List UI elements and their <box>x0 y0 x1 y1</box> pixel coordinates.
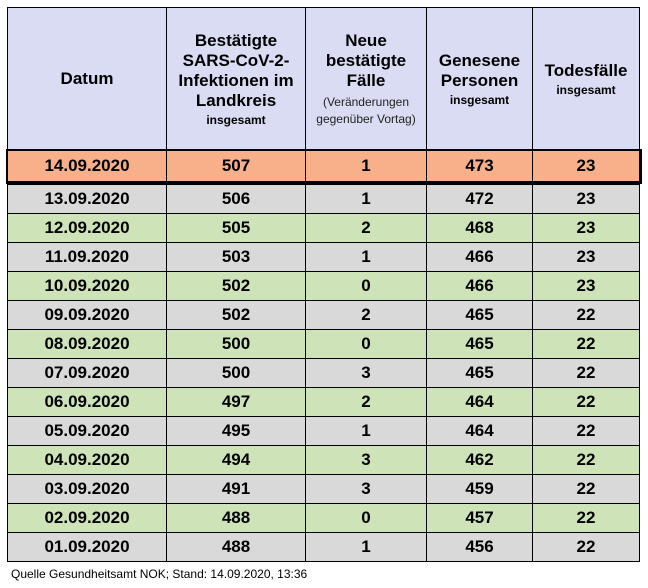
cell-infektionen: 488 <box>167 504 306 533</box>
header-tod <box>533 8 640 151</box>
cell-neu: 1 <box>306 151 427 182</box>
cell-datum: 01.09.2020 <box>8 533 167 562</box>
cell-datum: 08.09.2020 <box>8 330 167 359</box>
cell-genesen: 459 <box>427 475 533 504</box>
cell-tod: 23 <box>533 214 640 243</box>
cell-neu: 0 <box>306 330 427 359</box>
cell-infektionen: 506 <box>167 185 306 214</box>
table-row <box>8 243 640 272</box>
cell-tod: 22 <box>533 330 640 359</box>
cell-neu: 2 <box>306 214 427 243</box>
cell-datum: 03.09.2020 <box>8 475 167 504</box>
cell-tod: 22 <box>533 359 640 388</box>
header-genesen-label: Genesene Personen <box>438 50 521 90</box>
cell-datum: 14.09.2020 <box>8 151 167 182</box>
header-infektionen <box>167 8 306 151</box>
cell-neu: 1 <box>306 533 427 562</box>
cell-genesen: 465 <box>427 301 533 330</box>
cell-genesen: 466 <box>427 272 533 301</box>
table-row <box>8 504 640 533</box>
table-row <box>8 151 640 182</box>
cell-infektionen: 505 <box>167 214 306 243</box>
table-row <box>8 185 640 214</box>
cell-tod: 22 <box>533 417 640 446</box>
table-row <box>8 417 640 446</box>
header-row <box>8 8 640 151</box>
cell-infektionen: 500 <box>167 359 306 388</box>
cell-genesen: 465 <box>427 330 533 359</box>
cell-genesen: 464 <box>427 417 533 446</box>
cell-genesen: 466 <box>427 243 533 272</box>
cell-genesen: 464 <box>427 388 533 417</box>
table-row <box>8 446 640 475</box>
table-row <box>8 330 640 359</box>
cell-tod: 23 <box>533 151 640 182</box>
table-row <box>8 301 640 330</box>
table-row <box>8 388 640 417</box>
covid-statistics-table <box>7 7 640 562</box>
cell-infektionen: 488 <box>167 533 306 562</box>
cell-datum: 06.09.2020 <box>8 388 167 417</box>
cell-tod: 22 <box>533 388 640 417</box>
cell-tod: 22 <box>533 446 640 475</box>
cell-neu: 2 <box>306 301 427 330</box>
cell-infektionen: 502 <box>167 272 306 301</box>
cell-neu: 1 <box>306 243 427 272</box>
cell-genesen: 462 <box>427 446 533 475</box>
cell-tod: 22 <box>533 504 640 533</box>
cell-tod: 23 <box>533 185 640 214</box>
cell-infektionen: 495 <box>167 417 306 446</box>
cell-datum: 02.09.2020 <box>8 504 167 533</box>
cell-infektionen: 494 <box>167 446 306 475</box>
cell-genesen: 457 <box>427 504 533 533</box>
cell-tod: 23 <box>533 243 640 272</box>
cell-datum: 13.09.2020 <box>8 185 167 214</box>
cell-genesen: 468 <box>427 214 533 243</box>
cell-datum: 04.09.2020 <box>8 446 167 475</box>
cell-datum: 09.09.2020 <box>8 301 167 330</box>
cell-neu: 3 <box>306 475 427 504</box>
cell-neu: 2 <box>306 388 427 417</box>
cell-neu: 0 <box>306 504 427 533</box>
table-row <box>8 533 640 562</box>
cell-neu: 1 <box>306 185 427 214</box>
cell-tod: 22 <box>533 475 640 504</box>
cell-genesen: 472 <box>427 185 533 214</box>
cell-neu: 0 <box>306 272 427 301</box>
header-genesen <box>427 8 533 151</box>
cell-datum: 11.09.2020 <box>8 243 167 272</box>
cell-neu: 3 <box>306 446 427 475</box>
table-row <box>8 214 640 243</box>
cell-tod: 23 <box>533 272 640 301</box>
header-datum <box>8 8 167 151</box>
header-datum-label: Datum <box>60 68 114 88</box>
cell-datum: 05.09.2020 <box>8 417 167 446</box>
cell-datum: 07.09.2020 <box>8 359 167 388</box>
source-note: Quelle Gesundheitsamt NOK; Stand: 14.09.2020, 13:36 <box>11 567 308 581</box>
cell-datum: 10.09.2020 <box>8 272 167 301</box>
cell-neu: 1 <box>306 417 427 446</box>
table-body <box>8 151 640 562</box>
cell-genesen: 473 <box>427 151 533 182</box>
cell-infektionen: 500 <box>167 330 306 359</box>
cell-tod: 22 <box>533 301 640 330</box>
cell-datum: 12.09.2020 <box>8 214 167 243</box>
header-neu <box>306 8 427 151</box>
cell-infektionen: 497 <box>167 388 306 417</box>
cell-infektionen: 503 <box>167 243 306 272</box>
cell-tod: 22 <box>533 533 640 562</box>
header-tod-label: Todesfälle <box>544 60 628 80</box>
cell-infektionen: 507 <box>167 151 306 182</box>
table-row <box>8 475 640 504</box>
header-neu-label: Neue bestätigte Fälle <box>325 31 407 91</box>
table-row <box>8 359 640 388</box>
header-genesen-sub: insgesamt <box>449 92 510 107</box>
table-row <box>8 272 640 301</box>
header-infektionen-sub: insgesamt <box>206 113 266 128</box>
cell-genesen: 465 <box>427 359 533 388</box>
header-neu-note: (Veränderungen gegenüber Vortag) <box>316 95 416 126</box>
header-infektionen-label: Bestätigte SARS-CoV-2-Infektionen im Landkreis <box>178 30 294 110</box>
cell-infektionen: 491 <box>167 475 306 504</box>
cell-infektionen: 502 <box>167 301 306 330</box>
cell-neu: 3 <box>306 359 427 388</box>
table-header <box>8 8 640 151</box>
cell-genesen: 456 <box>427 533 533 562</box>
header-tod-sub: insgesamt <box>556 82 616 97</box>
